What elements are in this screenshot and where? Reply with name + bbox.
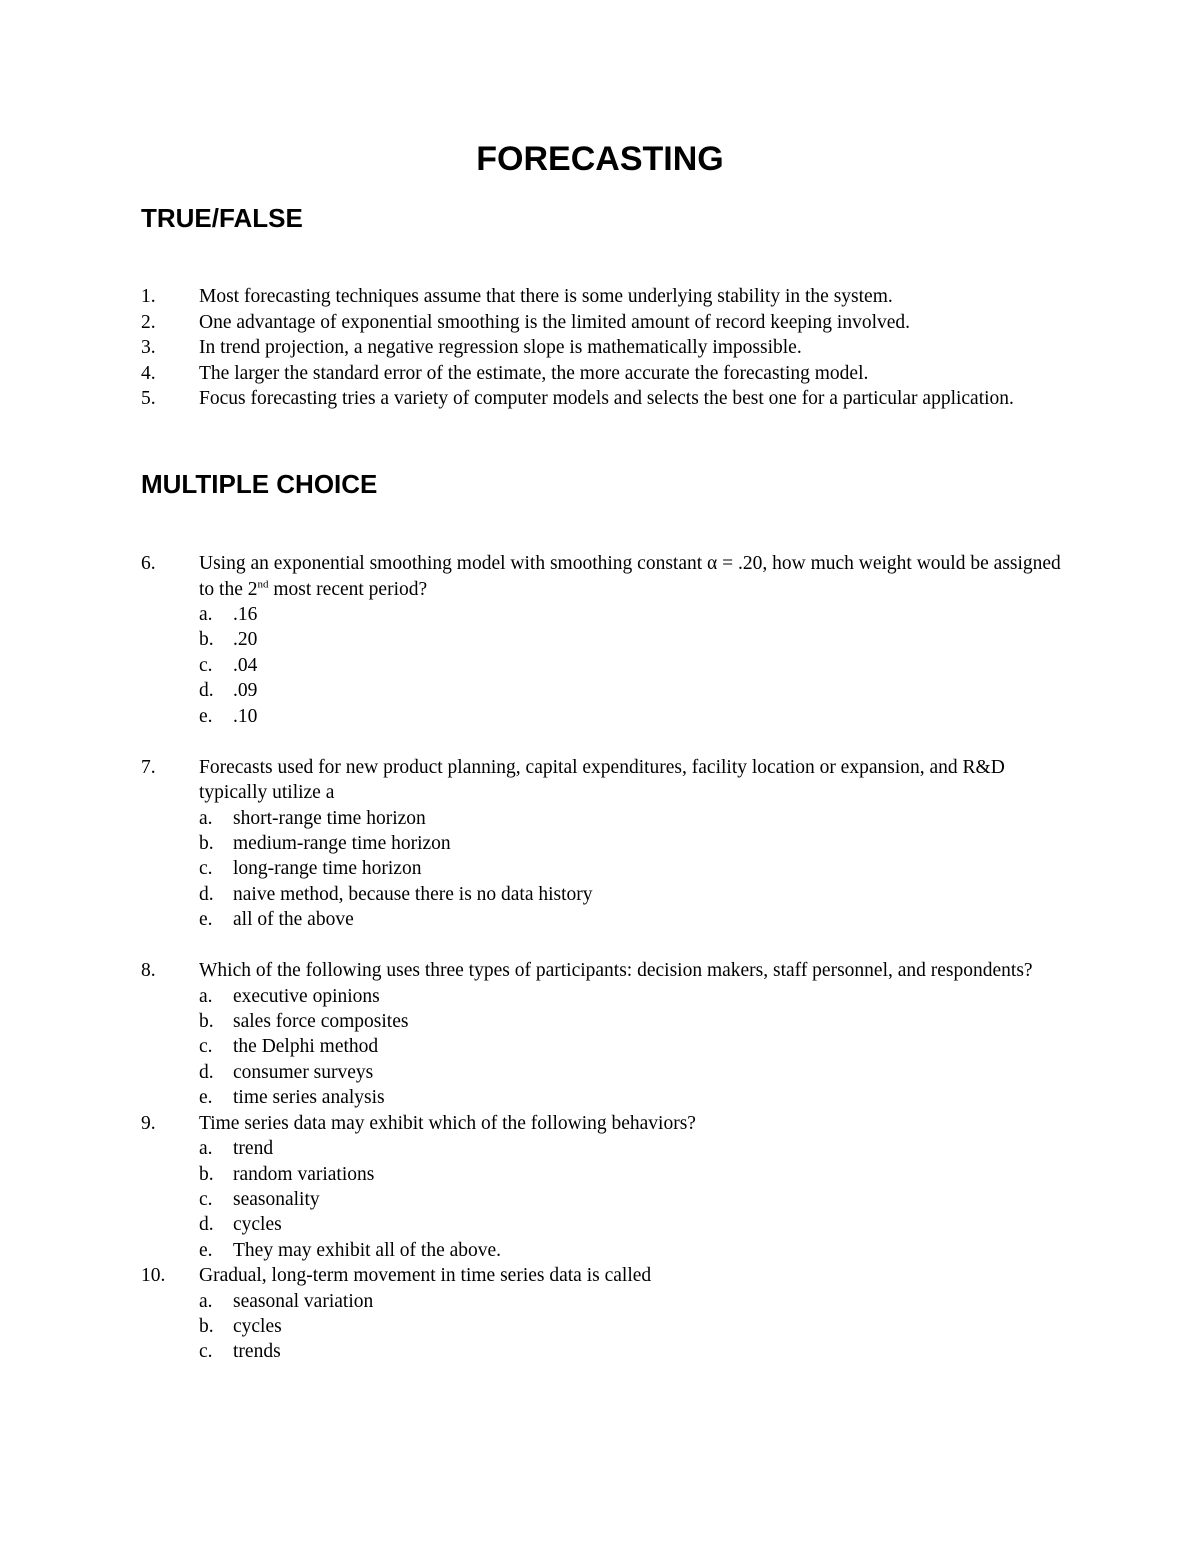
option-b: b. sales force composites (199, 1010, 409, 1032)
tf-question-5: 5. Focus forecasting tries a variety of computer models and selects the best one for a particular application. (141, 388, 1014, 409)
mc-question-6: 6. Using an exponential smoothing model with smoothing constant α = .20, how much weight would be assigned to the 2nd most recent period? a. .16 b. .20 c. .04 d. .09 e. .10 (141, 551, 1061, 729)
answer-options (199, 806, 1061, 933)
option-a: a. trend (199, 1138, 274, 1160)
answer-options (199, 1136, 1061, 1263)
tf-question-2: 2. One advantage of exponential smoothing is the limited amount of record keeping involved. (141, 311, 911, 333)
option-e: e. time series analysis (199, 1087, 385, 1109)
option-e: e. They may exhibit all of the above. (199, 1239, 502, 1261)
answer-options (199, 602, 1061, 729)
option-c: c. seasonality (199, 1188, 320, 1210)
multiple-choice-list (141, 551, 1061, 1365)
option-c: c. trends (199, 1341, 281, 1363)
option-c: c. .04 (199, 654, 258, 676)
question-text: Which of the following uses three types of participants: decision makers, staff personnel, and respondents? (199, 960, 1033, 982)
question-text: Forecasts used for new product planning, capital expenditures, facility location or expansion, and R&D typically utilize a (199, 756, 1005, 804)
option-e: e. all of the above (199, 909, 354, 931)
option-a: a. .16 (199, 604, 258, 625)
multiple-choice-heading: MULTIPLE CHOICE (141, 469, 378, 499)
mc-question-9: 9. Time series data may exhibit which of the following behaviors? a. trend b. random variations c. seasonality d. cycles e. They may exhibit all of the above. (141, 1111, 1061, 1264)
option-b: b. random variations (199, 1163, 375, 1185)
mc-question-8: 8. Which of the following uses three types of participants: decision makers, staff personnel, and respondents? a. executive opinions b. sales force composites c. the Delphi method d. consumer surveys e. time series analysis (141, 958, 1061, 1111)
option-a: a. seasonal variation (199, 1290, 374, 1312)
option-e: e. .10 (199, 705, 258, 727)
option-d: d. cycles (199, 1214, 282, 1236)
answer-options (199, 984, 1061, 1111)
tf-question-1: 1. Most forecasting techniques assume that there is some underlying stability in the system. (141, 286, 893, 307)
option-a: a. short-range time horizon (199, 807, 426, 829)
question-text: Gradual, long-term movement in time series data is called (199, 1265, 652, 1287)
option-a: a. executive opinions (199, 985, 380, 1007)
option-b: b. medium-range time horizon (199, 832, 451, 854)
true-false-heading: TRUE/FALSE (141, 203, 303, 233)
option-b: b. .20 (199, 629, 258, 651)
tf-question-3: 3. In trend projection, a negative regression slope is mathematically impossible. (141, 337, 802, 358)
mc-question-10: 10. Gradual, long-term movement in time series data is called a. seasonal variation b. cycles c. trends (141, 1263, 1061, 1365)
option-d: d. consumer surveys (199, 1061, 374, 1083)
option-d: d. .09 (199, 680, 258, 702)
option-d: d. naive method, because there is no data history (199, 883, 593, 905)
option-b: b. cycles (199, 1316, 282, 1338)
question-text: Time series data may exhibit which of the following behaviors? (199, 1112, 696, 1134)
true-false-list (141, 284, 1061, 412)
option-c: c. long-range time horizon (199, 858, 422, 880)
option-c: c. the Delphi method (199, 1036, 379, 1058)
page-title: FORECASTING (476, 140, 724, 178)
tf-question-4: 4. The larger the standard error of the estimate, the more accurate the forecasting model. (141, 362, 869, 384)
question-text: Using an exponential smoothing model with smoothing constant α = .20, how much weight would be assigned to the 2nd most recent period? (199, 553, 1061, 600)
mc-question-7: 7. Forecasts used for new product planning, capital expenditures, facility location or expansion, and R&D typically utilize a a. short-range time horizon b. medium-range time horizon c. long-range time horizon d. naive method, because there is no data history e. all of the above (141, 755, 1061, 933)
answer-options (199, 1289, 1061, 1365)
